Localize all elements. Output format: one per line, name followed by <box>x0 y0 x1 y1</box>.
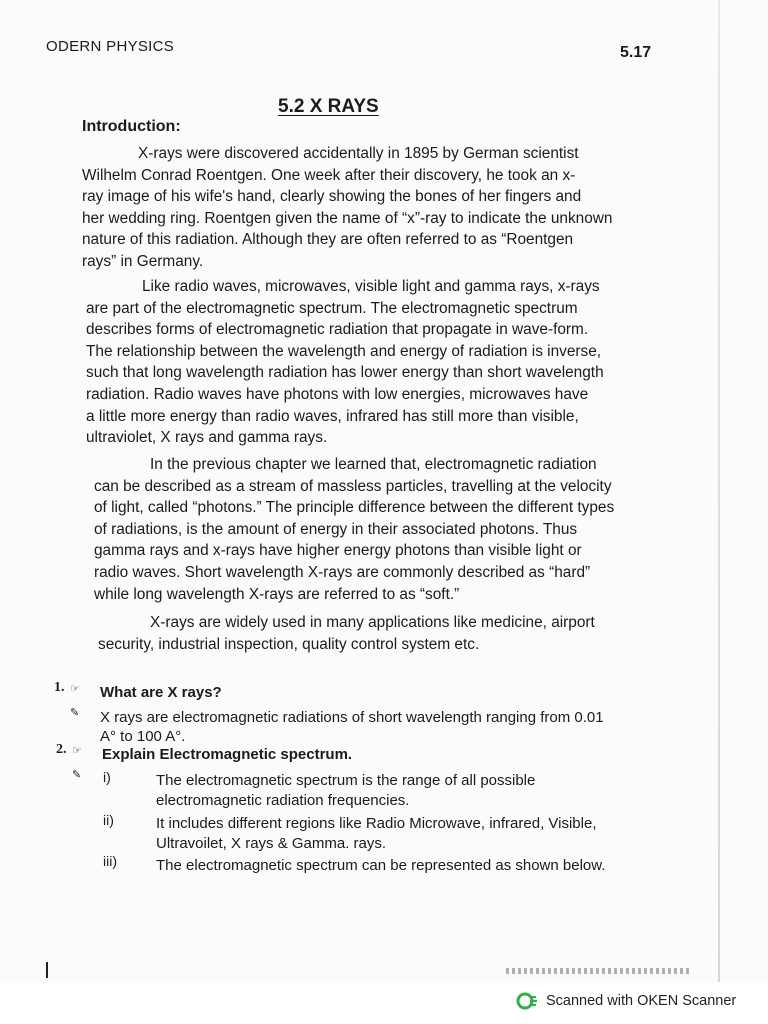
item-line: electromagnetic radiation frequencies. <box>156 792 410 809</box>
paragraph-line: Wilhelm Conrad Roentgen. One week after their discovery, he took an x- <box>82 166 576 184</box>
item-line: It includes different regions like Radio Microwave, infrared, Visible, <box>156 815 597 832</box>
item-line: The electromagnetic spectrum is the range of all possible <box>156 772 536 789</box>
paragraph-line: can be described as a stream of massless particles, travelling at the velocity <box>94 477 612 495</box>
oken-logo-icon <box>516 990 538 1012</box>
paragraph-line: X-rays are widely used in many applications like medicine, airport <box>150 614 595 631</box>
pointing-hand-icon: ☞ <box>70 683 80 695</box>
pencil-icon: ✎ <box>72 769 82 781</box>
paragraph-line: a little more energy than radio waves, infrared has still more than visible, <box>86 407 579 425</box>
scanner-watermark <box>516 990 736 1012</box>
paragraph-line: of light, called “photons.” The principle difference between the different types <box>94 499 615 517</box>
paragraph-line: her wedding ring. Roentgen given the name of “x”-ray to indicate the unknown <box>82 209 613 227</box>
item-line: Ultravoilet, X rays & Gamma. rays. <box>156 835 387 852</box>
paragraph-line: ray image of his wife's hand, clearly showing the bones of her fingers and <box>82 188 582 206</box>
paragraph-line: gamma rays and x-rays have higher energy photons than visible light or <box>94 542 582 560</box>
item-label: i) <box>103 769 111 785</box>
paragraph-line: In the previous chapter we learned that, electromagnetic radiation <box>150 456 597 473</box>
paragraph-1 <box>82 143 654 273</box>
paragraph-line: are part of the electromagnetic spectrum. The electromagnetic spectrum <box>86 299 578 317</box>
pencil-icon: ✎ <box>70 707 80 719</box>
paragraph-line: Like radio waves, microwaves, visible light and gamma rays, x-rays <box>142 278 600 295</box>
paragraph-2 <box>86 276 658 449</box>
margin-mark <box>46 962 48 978</box>
section-title: 5.2 X RAYS <box>278 96 379 117</box>
question-number: 1. <box>54 680 65 695</box>
question-number: 2. <box>56 742 67 757</box>
item-label: ii) <box>103 812 114 828</box>
answer-line: X rays are electromagnetic radiations of short wavelength ranging from 0.01 <box>100 709 604 726</box>
paragraph-line: security, industrial inspection, quality control system etc. <box>98 635 480 653</box>
paragraph-4 <box>98 612 670 655</box>
paragraph-3 <box>94 454 666 605</box>
paragraph-line: radio waves. Short wavelength X-rays are commonly described as “hard” <box>94 563 591 581</box>
paragraph-line: ultraviolet, X rays and gamma rays. <box>86 429 328 447</box>
intro-heading: Introduction: <box>82 118 181 135</box>
question-text: What are X rays? <box>100 684 222 701</box>
paragraph-line: while long wavelength X-rays are referred to as “soft.” <box>94 585 460 603</box>
page-number: 5.17 <box>620 44 652 61</box>
pointing-hand-icon: ☞ <box>72 745 82 757</box>
answer-line: A° to 100 A°. <box>100 728 186 745</box>
paragraph-line: describes forms of electromagnetic radiation that propagate in wave-form. <box>86 321 589 339</box>
paragraph-line: The relationship between the wavelength and energy of radiation is inverse, <box>86 342 602 360</box>
scan-smudge <box>506 968 691 974</box>
item-line: The electromagnetic spectrum can be represented as shown below. <box>156 857 606 874</box>
scanner-text: Scanned with OKEN Scanner <box>546 993 737 1009</box>
paragraph-line: such that long wavelength radiation has lower energy than short wavelength <box>86 364 604 382</box>
question-text: Explain Electromagnetic spectrum. <box>102 746 353 763</box>
paragraph-line: nature of this radiation. Although they are often referred to as “Roentgen <box>82 231 574 249</box>
paragraph-line: rays” in Germany. <box>82 252 204 270</box>
page-edge <box>718 0 720 985</box>
item-label: iii) <box>103 853 117 869</box>
paragraph-line: X-rays were discovered accidentally in 1895 by German scientist <box>138 145 579 162</box>
running-header: ODERN PHYSICS <box>46 38 175 55</box>
paragraph-line: of radiations, is the amount of energy in their associated photons. Thus <box>94 520 578 538</box>
paragraph-line: radiation. Radio waves have photons with low energies, microwaves have <box>86 385 589 403</box>
